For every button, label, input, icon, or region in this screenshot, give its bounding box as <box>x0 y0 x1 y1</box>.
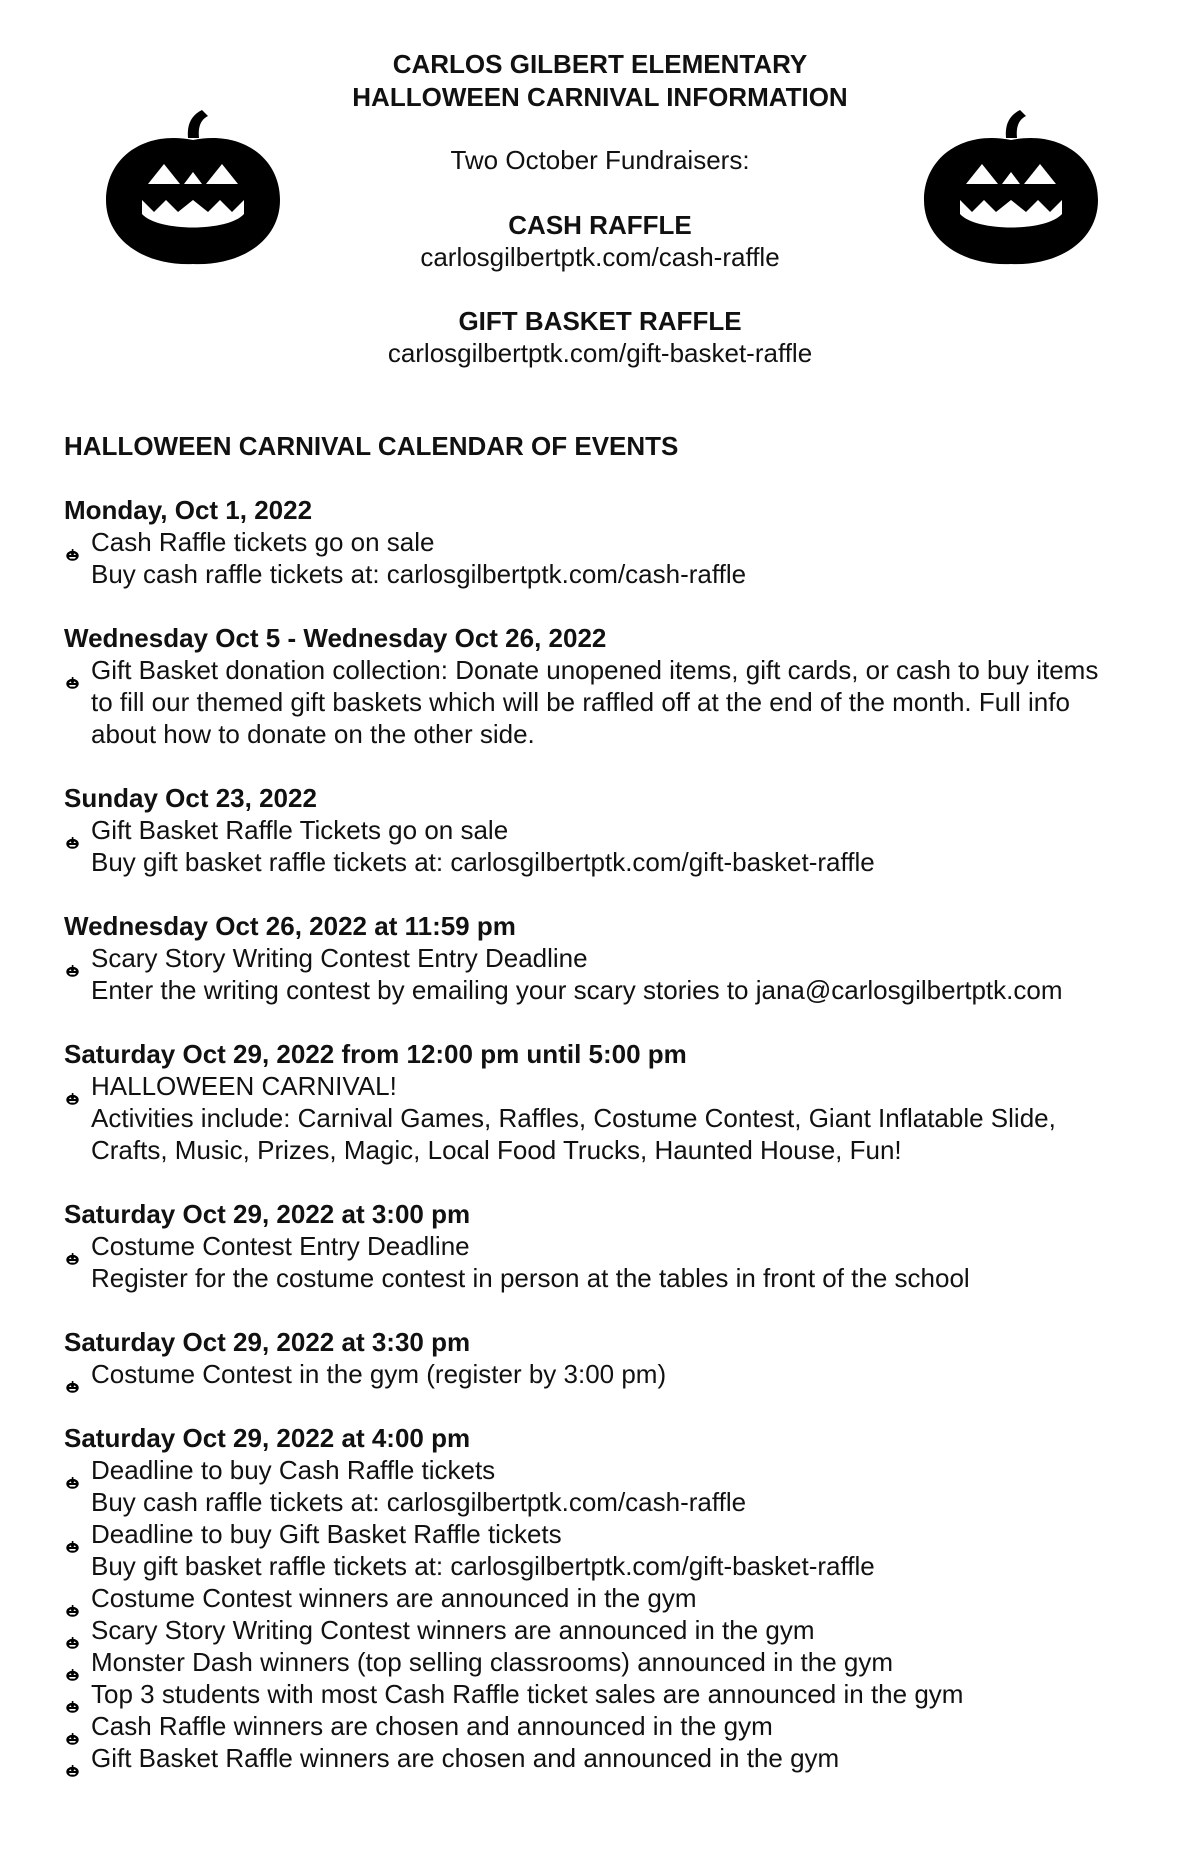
event-date: Wednesday Oct 5 - Wednesday Oct 26, 2022 <box>64 623 607 653</box>
flyer-header <box>0 48 1200 369</box>
pumpkin-bullet-icon <box>66 1720 79 1732</box>
gift-basket-raffle-title: GIFT BASKET RAFFLE <box>458 306 742 336</box>
event-item-detail: Buy gift basket raffle tickets at: carlosgilbertptk.com/gift-basket-raffle <box>91 847 875 877</box>
pumpkin-bullet-icon <box>66 1240 79 1252</box>
event-item-text: Deadline to buy Cash Raffle tickets <box>91 1455 496 1485</box>
event-item-detail: Activities include: Carnival Games, Raffles, Costume Contest, Giant Inflatable Slide, <box>91 1103 1056 1133</box>
cash-raffle-title: CASH RAFFLE <box>508 210 692 240</box>
event <box>64 1326 1174 1390</box>
event-item <box>64 1518 1174 1582</box>
pumpkin-bullet-icon <box>66 1656 79 1668</box>
pumpkin-bullet-icon <box>66 824 79 836</box>
event-item-text: Costume Contest in the gym (register by 3:00 pm) <box>91 1359 667 1389</box>
event-item <box>64 1646 1174 1678</box>
fundraisers-subtitle: Two October Fundraisers: <box>450 145 750 175</box>
event-date: Saturday Oct 29, 2022 at 3:30 pm <box>64 1327 471 1357</box>
event <box>64 910 1174 1006</box>
event-date: Saturday Oct 29, 2022 at 3:00 pm <box>64 1199 471 1229</box>
event-item-text: Gift Basket Raffle winners are chosen and announced in the gym <box>91 1743 840 1773</box>
event-item <box>64 1742 1174 1774</box>
pumpkin-bullet-icon <box>66 1592 79 1604</box>
pumpkin-bullet-icon <box>66 1080 79 1092</box>
event-item <box>64 814 1174 878</box>
event-date: Saturday Oct 29, 2022 from 12:00 pm until 5:00 pm <box>64 1039 687 1069</box>
event-item <box>64 654 1174 750</box>
pumpkin-bullet-icon <box>66 1752 79 1764</box>
event-date: Wednesday Oct 26, 2022 at 11:59 pm <box>64 911 516 941</box>
event-item-detail: Buy cash raffle tickets at: carlosgilbertptk.com/cash-raffle <box>91 559 747 589</box>
pumpkin-bullet-icon <box>66 1624 79 1636</box>
event-item <box>64 1678 1174 1710</box>
event-item-text: Costume Contest winners are announced in the gym <box>91 1583 697 1613</box>
pumpkin-bullet-icon <box>66 664 79 676</box>
event-item-text: Top 3 students with most Cash Raffle ticket sales are announced in the gym <box>91 1679 964 1709</box>
event <box>64 1422 1174 1774</box>
flyer-title: HALLOWEEN CARNIVAL INFORMATION <box>352 82 848 112</box>
event-item <box>64 1454 1174 1518</box>
event-item <box>64 942 1174 1006</box>
event-item-text: Monster Dash winners (top selling classrooms) announced in the gym <box>91 1647 894 1677</box>
event-item-detail: Register for the costume contest in person at the tables in front of the school <box>91 1263 970 1293</box>
event-item-text: Cash Raffle winners are chosen and announced in the gym <box>91 1711 773 1741</box>
event-item-text: Deadline to buy Gift Basket Raffle tickets <box>91 1519 562 1549</box>
event <box>64 622 1174 750</box>
event-item-detail: about how to donate on the other side. <box>91 719 535 749</box>
event-item-text: Gift Basket Raffle Tickets go on sale <box>91 815 509 845</box>
event-item-text: Scary Story Writing Contest winners are announced in the gym <box>91 1615 815 1645</box>
event-item-text: Costume Contest Entry Deadline <box>91 1231 470 1261</box>
event-item-detail: Crafts, Music, Prizes, Magic, Local Food Trucks, Haunted House, Fun! <box>91 1135 902 1165</box>
school-name: CARLOS GILBERT ELEMENTARY <box>392 49 808 79</box>
event-item <box>64 526 1174 590</box>
pumpkin-bullet-icon <box>66 1688 79 1700</box>
event-item <box>64 1582 1174 1614</box>
pumpkin-bullet-icon <box>66 952 79 964</box>
event <box>64 1038 1174 1166</box>
event <box>64 494 1174 590</box>
event-item <box>64 1230 1174 1294</box>
event <box>64 782 1174 878</box>
event <box>64 1198 1174 1294</box>
pumpkin-bullet-icon <box>66 1464 79 1476</box>
calendar-heading: HALLOWEEN CARNIVAL CALENDAR OF EVENTS <box>64 431 679 461</box>
pumpkin-bullet-icon <box>66 1368 79 1380</box>
event-date: Saturday Oct 29, 2022 at 4:00 pm <box>64 1423 471 1453</box>
calendar-of-events <box>64 430 1174 1806</box>
cash-raffle-url: carlosgilbertptk.com/cash-raffle <box>420 242 780 272</box>
event-item <box>64 1070 1174 1166</box>
pumpkin-bullet-icon <box>66 1528 79 1540</box>
event-item-detail: Enter the writing contest by emailing your scary stories to jana@carlosgilbertptk.com <box>91 975 1063 1005</box>
gift-basket-raffle-url: carlosgilbertptk.com/gift-basket-raffle <box>387 338 813 368</box>
event-item-text: Cash Raffle tickets go on sale <box>91 527 435 557</box>
event-item-text: Gift Basket donation collection: Donate unopened items, gift cards, or cash to buy items <box>91 655 1099 685</box>
event-list <box>64 494 1174 1774</box>
event-item <box>64 1710 1174 1742</box>
pumpkin-bullet-icon <box>66 536 79 548</box>
event-item-text: HALLOWEEN CARNIVAL! <box>91 1071 397 1101</box>
event-date: Sunday Oct 23, 2022 <box>64 783 317 813</box>
event-item <box>64 1614 1174 1646</box>
event-item <box>64 1358 1174 1390</box>
event-date: Monday, Oct 1, 2022 <box>64 495 313 525</box>
event-item-text: Scary Story Writing Contest Entry Deadline <box>91 943 588 973</box>
event-item-detail: to fill our themed gift baskets which will be raffled off at the end of the month. Full info <box>91 687 1070 717</box>
event-item-detail: Buy gift basket raffle tickets at: carlosgilbertptk.com/gift-basket-raffle <box>91 1551 875 1581</box>
event-item-detail: Buy cash raffle tickets at: carlosgilbertptk.com/cash-raffle <box>91 1487 747 1517</box>
